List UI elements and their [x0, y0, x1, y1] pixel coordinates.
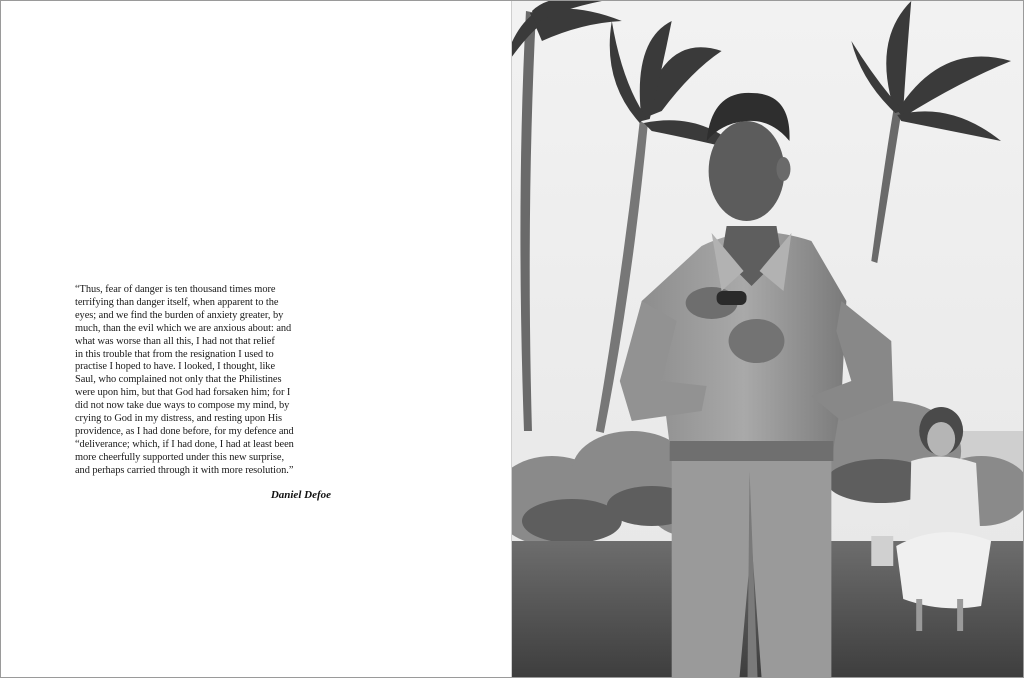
- quote-line: “Thus, fear of danger is ten thousand times more: [75, 284, 276, 295]
- quote-line: much, than the evil which we are anxious about: and: [75, 322, 292, 334]
- quote-block: [75, 284, 331, 501]
- quote-line: terrifying than danger itself, when apparent to the: [75, 296, 279, 308]
- left-page: [1, 1, 512, 677]
- right-page: [512, 1, 1023, 677]
- quote-attribution: Daniel Defoe: [270, 488, 331, 501]
- quote-line: eyes; and we find the burden of anxiety greater, by: [75, 309, 284, 321]
- quote-line: practise I hoped to have. I looked, I thought, like: [75, 361, 276, 373]
- quote-line: did not now take due ways to compose my mind, by: [75, 400, 290, 412]
- photo-icon: [512, 1, 1023, 677]
- quote-line: more cheerfully supported under this new surprise,: [75, 451, 285, 463]
- quote-line: in this trouble that from the resignation I used to: [75, 348, 274, 360]
- quote-line: “deliverance; which, if I had done, I had at least been: [75, 438, 294, 450]
- quote-line: crying to God in my distress, and resting upon His: [75, 413, 283, 425]
- quote-line: Saul, who complained not only that the Philistines: [75, 374, 282, 386]
- quote-line: what was worse than all this, I had not that relief: [75, 335, 275, 347]
- quote-line: providence, as I had done before, for my defence and: [75, 425, 294, 437]
- quote-line: were upon him, but that God had forsaken him; for I: [75, 387, 291, 399]
- quote-line: and perhaps carried through it with more resolution.”: [75, 464, 294, 476]
